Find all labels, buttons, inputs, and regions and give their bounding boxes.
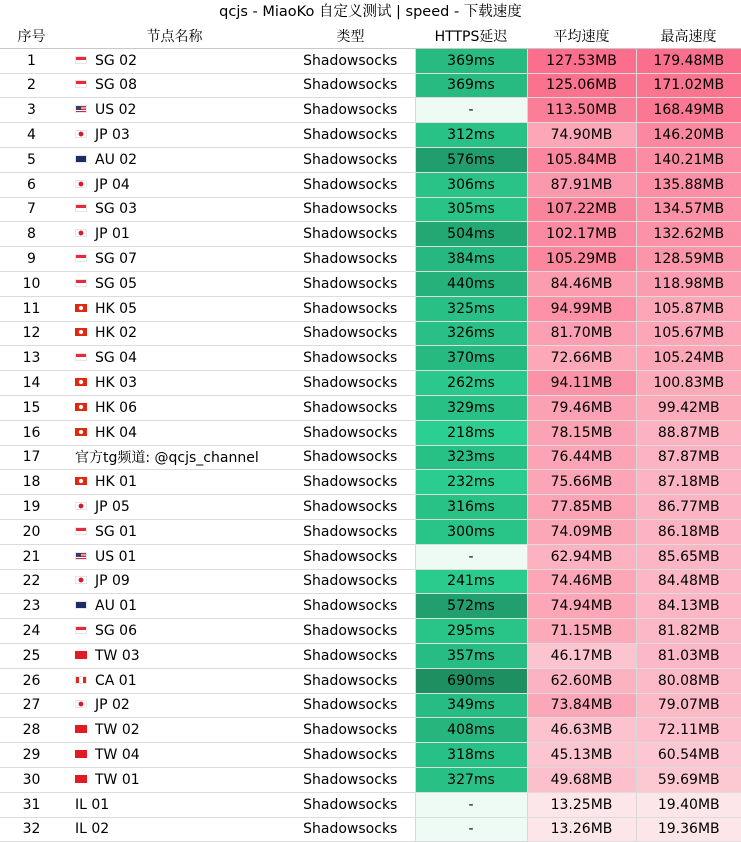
header-https-latency: HTTPS延迟: [415, 24, 527, 48]
node-name: IL 01: [75, 796, 110, 813]
avg-speed: 105.84MB: [527, 147, 636, 172]
table-row: [0, 321, 741, 346]
node-name-cell: [63, 123, 286, 148]
node-name-cell: [63, 420, 286, 445]
https-latency: 300ms: [415, 519, 527, 544]
table-row: [0, 718, 741, 743]
row-index: 4: [0, 123, 63, 148]
max-speed: 171.02MB: [636, 73, 741, 98]
https-latency: 306ms: [415, 172, 527, 197]
https-latency: 369ms: [415, 73, 527, 98]
max-speed: 60.54MB: [636, 743, 741, 768]
row-index: 13: [0, 346, 63, 371]
jp-flag-icon: [75, 180, 87, 188]
https-latency: 295ms: [415, 619, 527, 644]
avg-speed: 81.70MB: [527, 321, 636, 346]
hk-flag-icon: [75, 378, 87, 386]
node-name: JP 09: [95, 573, 130, 590]
avg-speed: 49.68MB: [527, 767, 636, 792]
table-row: [0, 519, 741, 544]
https-latency: 440ms: [415, 271, 527, 296]
https-latency: 572ms: [415, 594, 527, 619]
https-latency: 318ms: [415, 743, 527, 768]
node-name-cell: [63, 544, 286, 569]
max-speed: 140.21MB: [636, 147, 741, 172]
row-index: 19: [0, 495, 63, 520]
node-type: Shadowsocks: [286, 371, 415, 396]
max-speed: 168.49MB: [636, 98, 741, 123]
https-latency: 408ms: [415, 718, 527, 743]
node-name: HK 02: [95, 325, 137, 342]
header-avg-speed: 平均速度: [527, 24, 636, 48]
row-index: 6: [0, 172, 63, 197]
node-name: JP 02: [95, 697, 130, 714]
hk-flag-icon: [75, 428, 87, 436]
max-speed: 72.11MB: [636, 718, 741, 743]
node-name: SG 01: [95, 523, 137, 540]
table-row: [0, 73, 741, 98]
https-latency: 241ms: [415, 569, 527, 594]
row-index: 23: [0, 594, 63, 619]
node-name-cell: [63, 643, 286, 668]
max-speed: 179.48MB: [636, 48, 741, 73]
tw-flag-icon: [75, 725, 87, 733]
hk-flag-icon: [75, 403, 87, 411]
row-index: 27: [0, 693, 63, 718]
node-type: Shadowsocks: [286, 767, 415, 792]
node-type: Shadowsocks: [286, 519, 415, 544]
node-type: Shadowsocks: [286, 817, 415, 842]
https-latency: 326ms: [415, 321, 527, 346]
node-name: JP 05: [95, 499, 130, 516]
avg-speed: 74.09MB: [527, 519, 636, 544]
node-name: SG 08: [95, 77, 137, 94]
avg-speed: 45.13MB: [527, 743, 636, 768]
node-type: Shadowsocks: [286, 123, 415, 148]
node-type: Shadowsocks: [286, 147, 415, 172]
node-type: Shadowsocks: [286, 48, 415, 73]
avg-speed: 72.66MB: [527, 346, 636, 371]
avg-speed: 102.17MB: [527, 222, 636, 247]
https-latency: 357ms: [415, 643, 527, 668]
max-speed: 86.77MB: [636, 495, 741, 520]
hk-flag-icon: [75, 477, 87, 485]
node-name: IL 02: [75, 821, 110, 838]
node-name: AU 01: [95, 598, 138, 615]
max-speed: 85.65MB: [636, 544, 741, 569]
table-row: [0, 619, 741, 644]
row-index: 2: [0, 73, 63, 98]
row-index: 3: [0, 98, 63, 123]
node-name-cell: [63, 495, 286, 520]
au-flag-icon: [75, 601, 87, 609]
node-name: SG 05: [95, 275, 137, 292]
table-row: [0, 668, 741, 693]
node-name-cell: [63, 569, 286, 594]
node-type: Shadowsocks: [286, 247, 415, 272]
table-row: [0, 395, 741, 420]
jp-flag-icon: [75, 502, 87, 510]
max-speed: 86.18MB: [636, 519, 741, 544]
table-row: [0, 247, 741, 272]
speed-test-table: [0, 24, 741, 842]
node-type: Shadowsocks: [286, 222, 415, 247]
node-name: JP 03: [95, 127, 130, 144]
max-speed: 105.24MB: [636, 346, 741, 371]
row-index: 11: [0, 296, 63, 321]
row-index: 12: [0, 321, 63, 346]
table-row: [0, 147, 741, 172]
https-latency: 329ms: [415, 395, 527, 420]
node-name: US 01: [95, 548, 137, 565]
row-index: 18: [0, 470, 63, 495]
https-latency: 232ms: [415, 470, 527, 495]
row-index: 22: [0, 569, 63, 594]
table-row: [0, 767, 741, 792]
node-name: TW 02: [95, 722, 140, 739]
node-name: TW 01: [95, 771, 140, 788]
node-name-cell: [63, 222, 286, 247]
node-name-cell: [63, 271, 286, 296]
row-index: 15: [0, 395, 63, 420]
tw-flag-icon: [75, 651, 87, 659]
table-row: [0, 296, 741, 321]
row-index: 17: [0, 445, 63, 470]
avg-speed: 127.53MB: [527, 48, 636, 73]
max-speed: 132.62MB: [636, 222, 741, 247]
table-row: [0, 817, 741, 842]
node-name: JP 04: [95, 176, 130, 193]
table-row: [0, 271, 741, 296]
node-name-cell: [63, 296, 286, 321]
table-row: [0, 346, 741, 371]
row-index: 1: [0, 48, 63, 73]
row-index: 28: [0, 718, 63, 743]
max-speed: 135.88MB: [636, 172, 741, 197]
node-type: Shadowsocks: [286, 619, 415, 644]
https-latency: -: [415, 98, 527, 123]
max-speed: 134.57MB: [636, 197, 741, 222]
avg-speed: 125.06MB: [527, 73, 636, 98]
row-index: 21: [0, 544, 63, 569]
sg-flag-icon: [75, 626, 87, 634]
node-type: Shadowsocks: [286, 495, 415, 520]
node-name-cell: [63, 619, 286, 644]
node-type: Shadowsocks: [286, 98, 415, 123]
au-flag-icon: [75, 155, 87, 163]
avg-speed: 77.85MB: [527, 495, 636, 520]
row-index: 26: [0, 668, 63, 693]
node-type: Shadowsocks: [286, 643, 415, 668]
avg-speed: 76.44MB: [527, 445, 636, 470]
table-row: [0, 197, 741, 222]
max-speed: 80.08MB: [636, 668, 741, 693]
tw-flag-icon: [75, 775, 87, 783]
avg-speed: 13.25MB: [527, 792, 636, 817]
avg-speed: 79.46MB: [527, 395, 636, 420]
us-flag-icon: [75, 105, 87, 113]
sg-flag-icon: [75, 80, 87, 88]
sg-flag-icon: [75, 204, 87, 212]
row-index: 30: [0, 767, 63, 792]
table-row: [0, 470, 741, 495]
header-index: 序号: [0, 24, 63, 48]
row-index: 5: [0, 147, 63, 172]
row-index: 25: [0, 643, 63, 668]
table-row: [0, 172, 741, 197]
node-type: Shadowsocks: [286, 420, 415, 445]
node-name: HK 04: [95, 424, 137, 441]
table-row: [0, 594, 741, 619]
avg-speed: 75.66MB: [527, 470, 636, 495]
avg-speed: 78.15MB: [527, 420, 636, 445]
https-latency: 690ms: [415, 668, 527, 693]
table-row: [0, 48, 741, 73]
table-row: [0, 643, 741, 668]
header-row: [0, 24, 741, 48]
avg-speed: 74.90MB: [527, 123, 636, 148]
node-name-cell: [63, 693, 286, 718]
avg-speed: 94.11MB: [527, 371, 636, 396]
max-speed: 19.36MB: [636, 817, 741, 842]
node-type: Shadowsocks: [286, 792, 415, 817]
max-speed: 59.69MB: [636, 767, 741, 792]
node-type: Shadowsocks: [286, 668, 415, 693]
node-name-cell: [63, 445, 286, 470]
node-type: Shadowsocks: [286, 693, 415, 718]
table-row: [0, 371, 741, 396]
header-type: 类型: [286, 24, 415, 48]
max-speed: 118.98MB: [636, 271, 741, 296]
table-row: [0, 123, 741, 148]
node-name-cell: [63, 197, 286, 222]
node-name-cell: [63, 395, 286, 420]
https-latency: -: [415, 792, 527, 817]
max-speed: 128.59MB: [636, 247, 741, 272]
max-speed: 88.87MB: [636, 420, 741, 445]
node-name-cell: [63, 48, 286, 73]
node-name: SG 04: [95, 350, 137, 367]
node-name-cell: [63, 594, 286, 619]
max-speed: 79.07MB: [636, 693, 741, 718]
row-index: 8: [0, 222, 63, 247]
node-name: SG 02: [95, 52, 137, 69]
node-name: SG 06: [95, 623, 137, 640]
https-latency: 312ms: [415, 123, 527, 148]
avg-speed: 74.94MB: [527, 594, 636, 619]
https-latency: 349ms: [415, 693, 527, 718]
table-row: [0, 495, 741, 520]
https-latency: -: [415, 544, 527, 569]
node-type: Shadowsocks: [286, 172, 415, 197]
us-flag-icon: [75, 552, 87, 560]
node-name-cell: [63, 73, 286, 98]
max-speed: 81.82MB: [636, 619, 741, 644]
node-name-cell: [63, 247, 286, 272]
node-name-cell: [63, 817, 286, 842]
node-type: Shadowsocks: [286, 470, 415, 495]
max-speed: 99.42MB: [636, 395, 741, 420]
max-speed: 84.48MB: [636, 569, 741, 594]
avg-speed: 87.91MB: [527, 172, 636, 197]
https-latency: 370ms: [415, 346, 527, 371]
row-index: 9: [0, 247, 63, 272]
node-type: Shadowsocks: [286, 743, 415, 768]
node-name-cell: [63, 147, 286, 172]
node-name: SG 03: [95, 201, 137, 218]
max-speed: 84.13MB: [636, 594, 741, 619]
report-title: qcjs - MiaoKo 自定义测试 | speed - 下载速度: [219, 4, 522, 20]
header-max-speed: 最高速度: [636, 24, 741, 48]
avg-speed: 105.29MB: [527, 247, 636, 272]
node-type: Shadowsocks: [286, 569, 415, 594]
row-index: 10: [0, 271, 63, 296]
https-latency: 384ms: [415, 247, 527, 272]
node-name-cell: [63, 172, 286, 197]
node-name-cell: [63, 718, 286, 743]
node-type: Shadowsocks: [286, 718, 415, 743]
node-name-cell: [63, 792, 286, 817]
https-latency: 369ms: [415, 48, 527, 73]
https-latency: -: [415, 817, 527, 842]
table-row: [0, 222, 741, 247]
sg-flag-icon: [75, 527, 87, 535]
row-index: 29: [0, 743, 63, 768]
node-name-cell: [63, 346, 286, 371]
node-type: Shadowsocks: [286, 271, 415, 296]
node-name: TW 03: [95, 647, 140, 664]
node-name-cell: [63, 767, 286, 792]
node-name-cell: [63, 371, 286, 396]
node-name: US 02: [95, 102, 137, 119]
node-name: TW 04: [95, 747, 140, 763]
avg-speed: 46.17MB: [527, 643, 636, 668]
node-name-cell: [63, 519, 286, 544]
max-speed: 87.87MB: [636, 445, 741, 470]
https-latency: 218ms: [415, 420, 527, 445]
row-index: 24: [0, 619, 63, 644]
node-name: HK 06: [95, 399, 137, 416]
node-name: SG 07: [95, 251, 137, 268]
hk-flag-icon: [75, 304, 87, 312]
avg-speed: 73.84MB: [527, 693, 636, 718]
table-row: [0, 420, 741, 445]
node-type: Shadowsocks: [286, 321, 415, 346]
max-speed: 105.67MB: [636, 321, 741, 346]
avg-speed: 107.22MB: [527, 197, 636, 222]
avg-speed: 46.63MB: [527, 718, 636, 743]
max-speed: 105.87MB: [636, 296, 741, 321]
row-index: 16: [0, 420, 63, 445]
node-type: Shadowsocks: [286, 445, 415, 470]
avg-speed: 62.94MB: [527, 544, 636, 569]
avg-speed: 84.46MB: [527, 271, 636, 296]
table-row: [0, 445, 741, 470]
node-type: Shadowsocks: [286, 296, 415, 321]
https-latency: 327ms: [415, 767, 527, 792]
max-speed: 19.40MB: [636, 792, 741, 817]
jp-flag-icon: [75, 576, 87, 584]
node-type: Shadowsocks: [286, 197, 415, 222]
max-speed: 81.03MB: [636, 643, 741, 668]
node-name: HK 03: [95, 375, 137, 392]
node-name-cell: [63, 470, 286, 495]
row-index: 7: [0, 197, 63, 222]
https-latency: 323ms: [415, 445, 527, 470]
avg-speed: 13.26MB: [527, 817, 636, 842]
table-row: [0, 544, 741, 569]
sg-flag-icon: [75, 279, 87, 287]
jp-flag-icon: [75, 130, 87, 138]
node-type: Shadowsocks: [286, 544, 415, 569]
node-name-cell: [63, 668, 286, 693]
node-name: HK 01: [95, 474, 137, 491]
row-index: 32: [0, 817, 63, 842]
avg-speed: 62.60MB: [527, 668, 636, 693]
node-name: HK 05: [95, 300, 137, 317]
jp-flag-icon: [75, 700, 87, 708]
https-latency: 262ms: [415, 371, 527, 396]
https-latency: 316ms: [415, 495, 527, 520]
node-type: Shadowsocks: [286, 346, 415, 371]
node-name-cell: [63, 321, 286, 346]
header-node-name: 节点名称: [63, 24, 286, 48]
node-type: Shadowsocks: [286, 594, 415, 619]
node-name-cell: [63, 98, 286, 123]
row-index: 31: [0, 792, 63, 817]
row-index: 20: [0, 519, 63, 544]
table-row: [0, 743, 741, 768]
https-latency: 325ms: [415, 296, 527, 321]
hk-flag-icon: [75, 328, 87, 336]
https-latency: 576ms: [415, 147, 527, 172]
table-row: [0, 569, 741, 594]
node-type: Shadowsocks: [286, 395, 415, 420]
https-latency: 504ms: [415, 222, 527, 247]
node-name: AU 02: [95, 151, 138, 168]
node-name-cell: [63, 743, 286, 768]
sg-flag-icon: [75, 254, 87, 262]
max-speed: 146.20MB: [636, 123, 741, 148]
node-name: 官方tg频道: @qcjs_channel: [75, 450, 259, 467]
sg-flag-icon: [75, 353, 87, 361]
avg-speed: 71.15MB: [527, 619, 636, 644]
table-row: [0, 693, 741, 718]
row-index: 14: [0, 371, 63, 396]
node-type: Shadowsocks: [286, 73, 415, 98]
sg-flag-icon: [75, 56, 87, 64]
tw-flag-icon: [75, 750, 87, 758]
table-row: [0, 98, 741, 123]
node-name: CA 01: [95, 672, 137, 689]
max-speed: 87.18MB: [636, 470, 741, 495]
avg-speed: 113.50MB: [527, 98, 636, 123]
avg-speed: 94.99MB: [527, 296, 636, 321]
avg-speed: 74.46MB: [527, 569, 636, 594]
node-name: JP 01: [95, 226, 130, 243]
jp-flag-icon: [75, 229, 87, 237]
max-speed: 100.83MB: [636, 371, 741, 396]
https-latency: 305ms: [415, 197, 527, 222]
ca-flag-icon: [75, 676, 87, 684]
table-row: [0, 792, 741, 817]
